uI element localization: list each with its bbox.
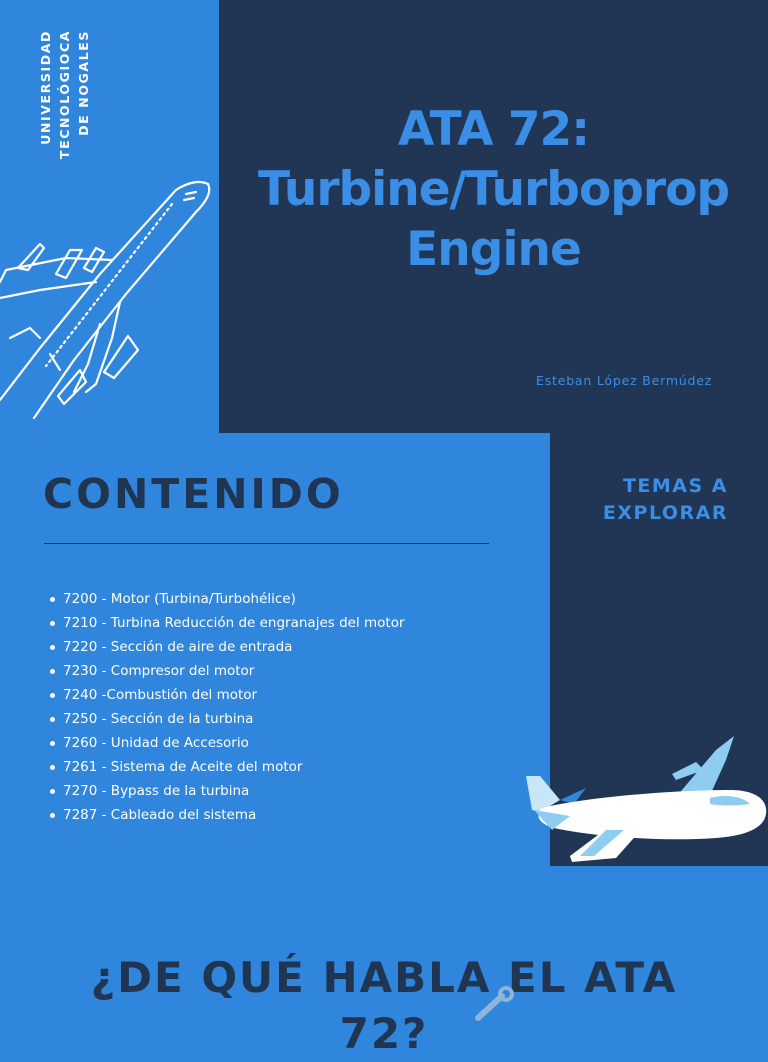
wrench-icon [468, 984, 528, 1024]
list-item [50, 707, 405, 731]
university-line-3: DE NOGALES [76, 30, 91, 136]
list-item-text: 7250 - Sección de la turbina [63, 711, 254, 727]
page-title [219, 100, 768, 280]
contents-heading: CONTENIDO [43, 470, 344, 518]
bullet-icon [50, 813, 55, 818]
list-item [50, 731, 405, 755]
contents-list [50, 587, 405, 827]
list-item-text: 7261 - Sistema de Aceite del motor [63, 759, 303, 775]
list-item [50, 635, 405, 659]
bullet-icon [50, 621, 55, 626]
bullet-icon [50, 693, 55, 698]
bottom-heading-line-2: 72? [339, 1009, 429, 1058]
list-item-text: 7230 - Compresor del motor [63, 663, 255, 679]
author-name: Esteban López Bermúdez [536, 373, 713, 388]
list-item [50, 779, 405, 803]
topics-label [560, 473, 728, 527]
airplane-solid-icon [520, 730, 768, 866]
list-item-text: 7270 - Bypass de la turbina [63, 783, 250, 799]
bullet-icon [50, 789, 55, 794]
list-item [50, 587, 405, 611]
bullet-icon [50, 741, 55, 746]
list-item [50, 755, 405, 779]
list-item [50, 803, 405, 827]
contents-divider [44, 543, 489, 544]
list-item-text: 7210 - Turbina Reducción de engranajes del motor [63, 615, 405, 631]
bullet-icon [50, 669, 55, 674]
topics-line-2: EXPLORAR [602, 502, 728, 524]
bottom-heading [0, 950, 768, 1062]
list-item [50, 611, 405, 635]
title-line-2: Turbine/Turboprop [257, 162, 729, 217]
list-item-text: 7220 - Sección de aire de entrada [63, 639, 293, 655]
university-line-2: TECNOLÓGIOCA [57, 30, 72, 160]
airplane-outline-icon [0, 178, 215, 433]
university-line-1: UNIVERSIDAD [38, 30, 53, 145]
list-item-text: 7240 -Combustión del motor [63, 687, 258, 703]
bullet-icon [50, 645, 55, 650]
title-line-1: ATA 72: [397, 102, 590, 157]
bottom-heading-line-1: ¿DE QUÉ HABLA EL ATA [90, 953, 678, 1002]
list-item [50, 659, 405, 683]
list-item-text: 7260 - Unidad de Accesorio [63, 735, 249, 751]
university-label [36, 30, 104, 180]
list-item-text: 7200 - Motor (Turbina/Turbohélice) [63, 591, 296, 607]
bullet-icon [50, 597, 55, 602]
bullet-icon [50, 717, 55, 722]
list-item-text: 7287 - Cableado del sistema [63, 807, 257, 823]
list-item [50, 683, 405, 707]
topics-line-1: TEMAS A [622, 475, 728, 497]
bullet-icon [50, 765, 55, 770]
title-line-3: Engine [406, 222, 581, 277]
